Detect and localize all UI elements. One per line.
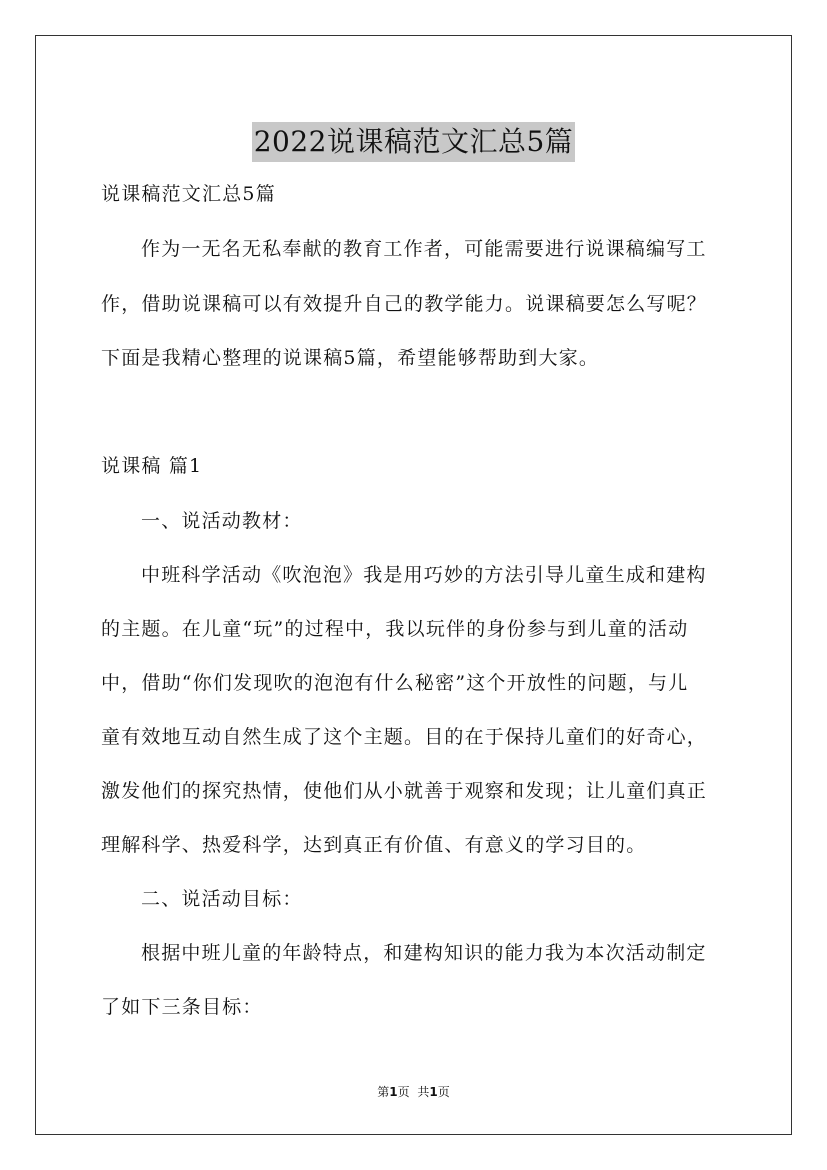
page-number: 1 — [389, 1085, 398, 1099]
page-label-prefix: 第 — [377, 1085, 390, 1099]
page-footer — [0, 1084, 827, 1100]
document-subtitle: 说课稿范文汇总5篇 — [101, 183, 276, 205]
intro-line-1: 作为一无名无私奉献的教育工作者，可能需要进行说课稿编写工 — [141, 238, 707, 260]
intro-line-2: 作，借助说课稿可以有效提升自己的教学能力。说课稿要怎么写呢？ — [101, 293, 708, 315]
part1-line-2: 的主题。在儿童“玩”的过程中，我以玩伴的身份参与到儿童的活动 — [101, 618, 689, 640]
page-label-suffix: 页 — [397, 1085, 410, 1099]
document-title: 2022说课稿范文汇总5篇 — [252, 122, 576, 162]
part2-heading: 二、说活动目标： — [141, 888, 303, 910]
part1-line-5: 激发他们的探究热情，使他们从小就善于观察和发现；让儿童们真正 — [101, 780, 708, 802]
part1-line-1: 中班科学活动《吹泡泡》我是用巧妙的方法引导儿童生成和建构 — [141, 564, 707, 586]
part2-line-1: 根据中班儿童的年龄特点，和建构知识的能力我为本次活动制定 — [141, 942, 707, 964]
title-container — [0, 103, 827, 181]
total-pages: 1 — [429, 1085, 438, 1099]
part1-line-3: 中，借助“你们发现吹的泡泡有什么秘密”这个开放性的问题，与儿 — [101, 672, 689, 694]
total-label-prefix: 共 — [417, 1085, 430, 1099]
section-heading: 说课稿 篇1 — [101, 455, 203, 477]
part1-line-4: 童有效地互动自然生成了这个主题。目的在于保持儿童们的好奇心， — [101, 726, 708, 748]
part1-line-6: 理解科学、热爱科学，达到真正有价值、有意义的学习目的。 — [101, 834, 647, 856]
part1-heading: 一、说活动教材： — [141, 510, 303, 532]
intro-line-3: 下面是我精心整理的说课稿5篇，希望能够帮助到大家。 — [101, 347, 600, 369]
part2-line-2: 了如下三条目标： — [101, 996, 263, 1018]
total-label-suffix: 页 — [437, 1085, 450, 1099]
